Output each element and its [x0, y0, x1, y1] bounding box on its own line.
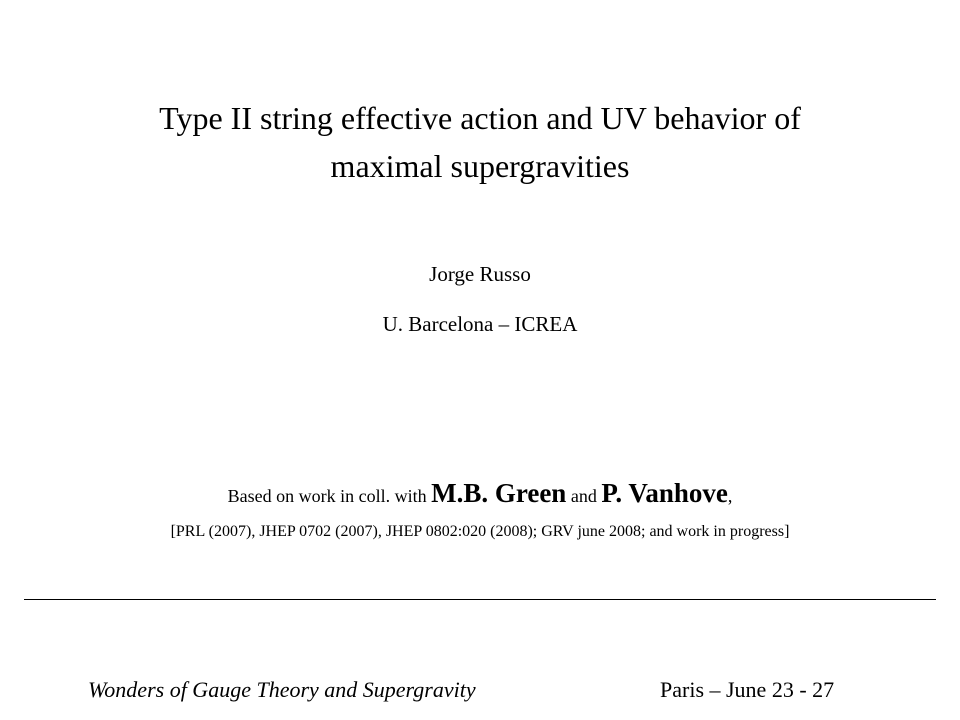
footer-location-date: Paris – June 23 - 27	[660, 677, 835, 702]
based-on-conjunction: and	[566, 486, 602, 506]
title-line-1: Type II string effective action and UV behavior of	[159, 100, 801, 136]
collaborator-vanhove: P. Vanhove	[601, 478, 728, 508]
based-on-suffix: ,	[727, 486, 733, 506]
author-affiliation: U. Barcelona – ICREA	[382, 312, 578, 336]
references-line: [PRL (2007), JHEP 0702 (2007), JHEP 0802:020 (2008); GRV june 2008; and work in progress]	[170, 523, 790, 540]
based-on-prefix: Based on work in coll. with	[227, 486, 432, 506]
collaborator-green: M.B. Green	[431, 478, 567, 508]
footer-conference-name: Wonders of Gauge Theory and Supergravity	[88, 677, 476, 702]
footer-divider	[24, 599, 936, 600]
based-on-line	[0, 476, 960, 513]
title-line-2: maximal supergravities	[330, 148, 630, 184]
author-name: Jorge Russo	[429, 262, 531, 286]
